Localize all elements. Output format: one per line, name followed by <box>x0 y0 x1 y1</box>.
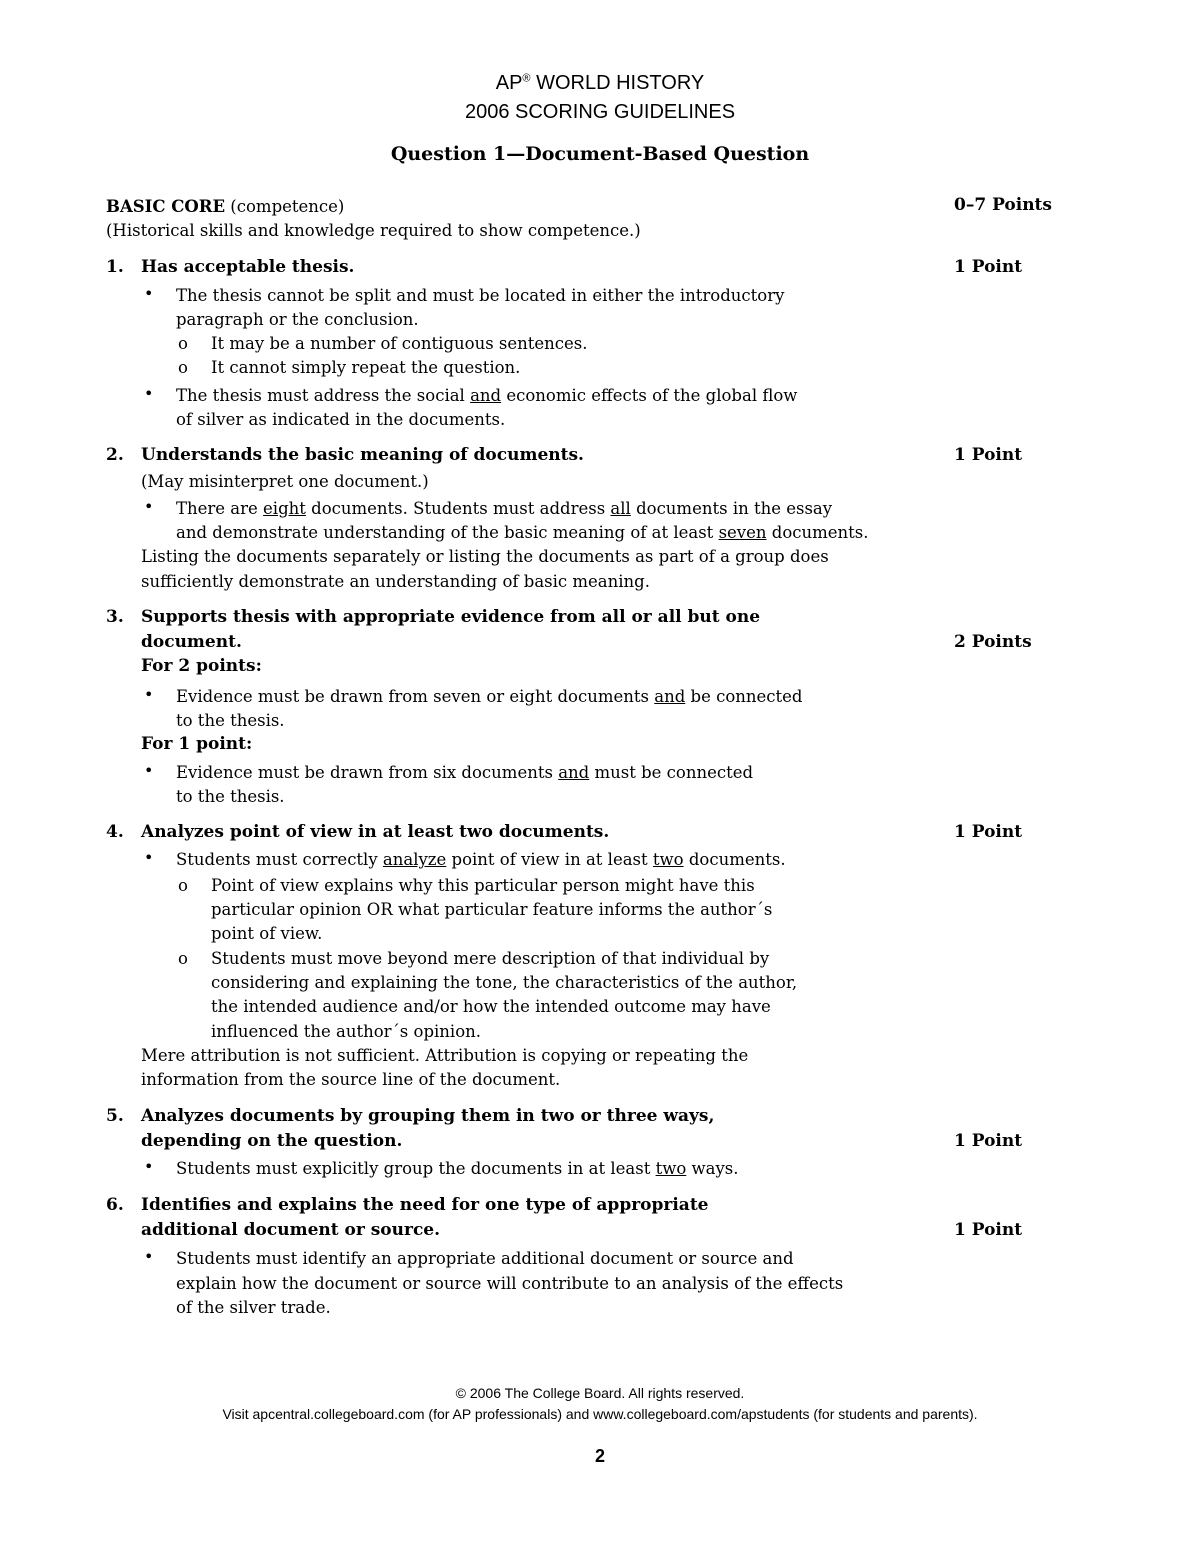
bullet-text: Evidence must be drawn from six documents and must be connected <box>176 763 754 782</box>
bullet-icon: • <box>144 497 154 516</box>
basic-core-note: (competence) <box>225 197 345 216</box>
item-points: 1 Point <box>954 445 1023 465</box>
basic-core-heading <box>106 195 344 219</box>
item-title: depending on the question. <box>141 1131 403 1151</box>
sub-bullet-text: Point of view explains why this particular person might have this <box>211 876 755 895</box>
item-points: 1 Point <box>954 257 1023 277</box>
bullet-icon: • <box>144 685 154 704</box>
item-points: 1 Point <box>954 822 1023 842</box>
item-title: document. <box>141 632 242 652</box>
item-paragraph: Listing the documents separately or listing the documents as part of a group does <box>141 547 829 566</box>
sub-bullet-text: considering and explaining the tone, the characteristics of the author, <box>211 973 798 992</box>
sub-bullet-icon: o <box>178 876 188 895</box>
bullet-text: The thesis must address the social and economic effects of the global flow <box>176 386 798 405</box>
bullet-icon: • <box>144 384 154 403</box>
bullet-text: to the thesis. <box>176 787 285 806</box>
sub-bullet-icon: o <box>178 358 188 377</box>
bullet-icon: • <box>144 761 154 780</box>
item-title: Analyzes point of view in at least two documents. <box>141 822 610 842</box>
basic-core-label: BASIC CORE <box>106 197 226 216</box>
item-title: additional document or source. <box>141 1220 441 1240</box>
title-prefix: AP <box>495 72 523 94</box>
bullet-text: Students must explicitly group the documents in at least two ways. <box>176 1159 739 1178</box>
bullet-text: of the silver trade. <box>176 1298 331 1317</box>
footer-copyright: © 2006 The College Board. All rights reserved. <box>455 1385 745 1401</box>
item-points: 1 Point <box>954 1220 1023 1240</box>
registered-mark: ® <box>522 72 531 85</box>
item-paragraph: sufficiently demonstrate an understanding of basic meaning. <box>141 572 650 591</box>
points-subheading: For 2 points: <box>141 656 262 676</box>
sub-bullet-text: the intended audience and/or how the intended outcome may have <box>211 997 771 1016</box>
item-note: (May misinterpret one document.) <box>141 472 429 491</box>
bullet-text: paragraph or the conclusion. <box>176 310 419 329</box>
item-paragraph: information from the source line of the document. <box>141 1070 561 1089</box>
bullet-text: Evidence must be drawn from seven or eight documents and be connected <box>176 687 803 706</box>
question-heading: Question 1—Document-Based Question <box>390 143 810 165</box>
item-paragraph: Mere attribution is not sufficient. Attribution is copying or repeating the <box>141 1046 749 1065</box>
bullet-text: The thesis cannot be split and must be located in either the introductory <box>176 286 785 305</box>
bullet-icon: • <box>144 848 154 867</box>
item-number: 1. <box>106 257 124 277</box>
bullet-text: explain how the document or source will contribute to an analysis of the effects <box>176 1274 844 1293</box>
item-title: Supports thesis with appropriate evidence from all or all but one <box>141 607 761 627</box>
item-points: 2 Points <box>954 632 1032 652</box>
bullet-text: There are eight documents. Students must address all documents in the essay <box>176 499 833 518</box>
page-number: 2 <box>594 1446 605 1466</box>
item-points: 1 Point <box>954 1131 1023 1151</box>
bullet-icon: • <box>144 284 154 303</box>
item-title: Understands the basic meaning of documents. <box>141 445 584 465</box>
bullet-icon: • <box>144 1247 154 1266</box>
document-title <box>0 72 1200 95</box>
sub-bullet-icon: o <box>178 949 188 968</box>
footer-visit-text: Visit apcentral.collegeboard.com (for AP professionals) and www.collegeboard.com/apstudents (for students and parents). <box>222 1406 978 1422</box>
document-subtitle: 2006 SCORING GUIDELINES <box>464 101 736 123</box>
basic-core-points: 0–7 Points <box>954 195 1052 215</box>
item-title: Has acceptable thesis. <box>141 257 355 277</box>
bullet-text: and demonstrate understanding of the basic meaning of at least seven documents. <box>176 523 869 542</box>
sub-bullet-text: It may be a number of contiguous sentences. <box>211 334 588 353</box>
sub-bullet-icon: o <box>178 334 188 353</box>
sub-bullet-text: Students must move beyond mere description of that individual by <box>211 949 770 968</box>
bullet-text: of silver as indicated in the documents. <box>176 410 506 429</box>
basic-core-description: (Historical skills and knowledge required to show competence.) <box>106 221 641 240</box>
bullet-icon: • <box>144 1157 154 1176</box>
sub-bullet-text: particular opinion OR what particular feature informs the author´s <box>211 900 773 919</box>
bullet-text: to the thesis. <box>176 711 285 730</box>
item-number: 4. <box>106 822 124 842</box>
item-number: 2. <box>106 445 124 465</box>
bullet-text: Students must identify an appropriate additional document or source and <box>176 1249 794 1268</box>
points-subheading: For 1 point: <box>141 734 253 754</box>
sub-bullet-text: influenced the author´s opinion. <box>211 1022 481 1041</box>
item-number: 5. <box>106 1106 124 1126</box>
item-title: Analyzes documents by grouping them in two or three ways, <box>141 1106 715 1126</box>
item-number: 6. <box>106 1195 124 1215</box>
sub-bullet-text: It cannot simply repeat the question. <box>211 358 521 377</box>
title-suffix: WORLD HISTORY <box>530 72 705 94</box>
sub-bullet-text: point of view. <box>211 924 323 943</box>
item-number: 3. <box>106 607 124 627</box>
item-title: Identifies and explains the need for one type of appropriate <box>141 1195 709 1215</box>
bullet-text: Students must correctly analyze point of view in at least two documents. <box>176 850 786 869</box>
